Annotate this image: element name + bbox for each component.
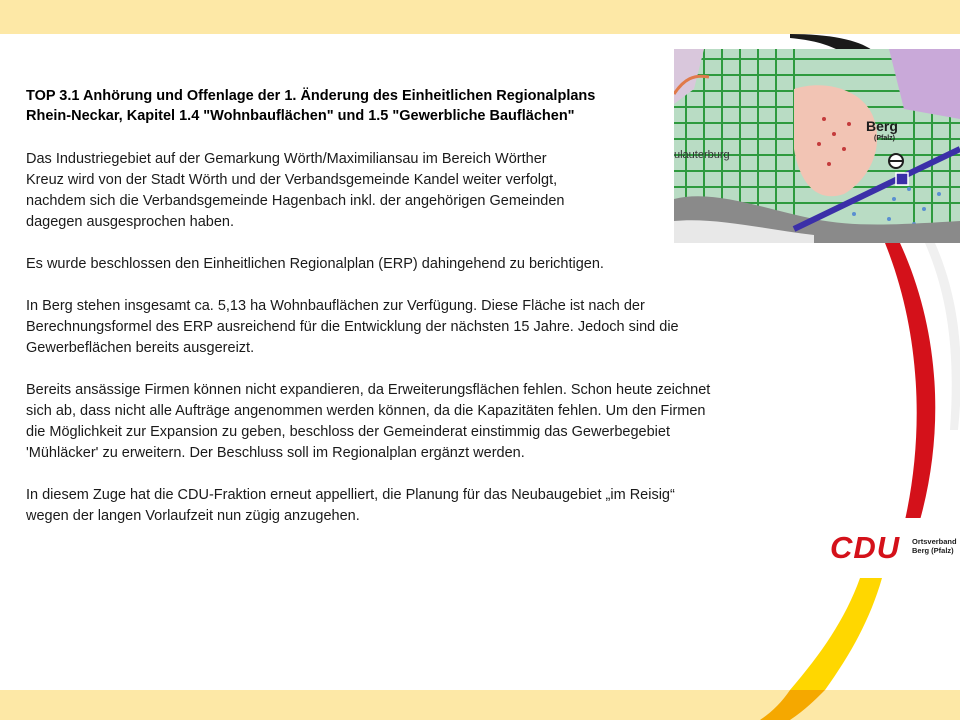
paragraph-line: Bereits ansässige Firmen können nicht expandieren, da Erweiterungsflächen fehlen. Schon heute zeichnet <box>26 382 711 398</box>
map-town-sublabel: (Pfalz) <box>874 135 895 142</box>
regional-plan-map <box>674 49 960 243</box>
paragraph-line: wegen der langen Vorlaufzeit nun zügig anzugehen. <box>26 508 360 524</box>
paragraph-line: 'Mühläcker' zu erweitern. Der Beschluss soll im Regionalplan ergänzt werden. <box>26 445 525 461</box>
logo-wordmark: CDU <box>830 530 901 565</box>
title-line-1: TOP 3.1 Anhörung und Offenlage der 1. Änderung des Einheitlichen Regionalplans <box>26 88 596 104</box>
cdu-logo <box>826 518 960 578</box>
slide-body <box>26 149 710 548</box>
paragraph-line: In diesem Zuge hat die CDU-Fraktion erneut appelliert, die Planung für das Neubaugebiet „im Reisig“ <box>26 487 675 503</box>
paragraph-3 <box>26 296 710 359</box>
map-place-label: ulauterburg <box>674 149 730 161</box>
map-graphic <box>674 49 960 243</box>
slide-title <box>26 86 666 126</box>
logo-subtitle-line-1: Ortsverband <box>912 537 957 546</box>
paragraph-5 <box>26 485 710 527</box>
paragraph-line: nachdem sich die Verbandsgemeinde Hagenbach inkl. der angehörigen Gemeinden <box>26 193 565 209</box>
paragraph-4 <box>26 380 710 464</box>
paragraph-line: Es wurde beschlossen den Einheitlichen Regionalplan (ERP) dahingehend zu berichtigen. <box>26 256 604 272</box>
map-town-label: Berg <box>866 118 898 134</box>
paragraph-line: sich ab, dass nicht alle Aufträge angenommen werden können, da die Kapazitäten fehlen. Um den Firmen <box>26 403 706 419</box>
title-line-2: Rhein-Neckar, Kapitel 1.4 "Wohnbauflächen" und 1.5 "Gewerbliche Bauflächen" <box>26 108 575 124</box>
paragraph-line: Das Industriegebiet auf der Gemarkung Wörth/Maximiliansau im Bereich Wörther <box>26 151 547 167</box>
paragraph-line: In Berg stehen insgesamt ca. 5,13 ha Wohnbauflächen zur Verfügung. Diese Fläche ist nach der <box>26 298 645 314</box>
paragraph-line: Berechnungsformel des ERP ausreichend für die Entwicklung der nächsten 15 Jahre. Jedoch sind die <box>26 319 679 335</box>
paragraph-2 <box>26 254 710 275</box>
logo-subtitle <box>912 537 957 555</box>
logo-subtitle-line-2: Berg (Pfalz) <box>912 546 954 555</box>
paragraph-1 <box>26 149 710 233</box>
paragraph-line: Gewerbeflächen bereits ausgereizt. <box>26 340 255 356</box>
paragraph-line: dagegen ausgesprochen haben. <box>26 214 235 230</box>
paragraph-line: die Möglichkeit zur Expansion zu geben, beschloss der Gemeinderat einstimmig das Gewerbegebiet <box>26 424 670 440</box>
paragraph-line: Kreuz wird von der Stadt Wörth und der Verbandsgemeinde Kandel weiter verfolgt, <box>26 172 558 188</box>
